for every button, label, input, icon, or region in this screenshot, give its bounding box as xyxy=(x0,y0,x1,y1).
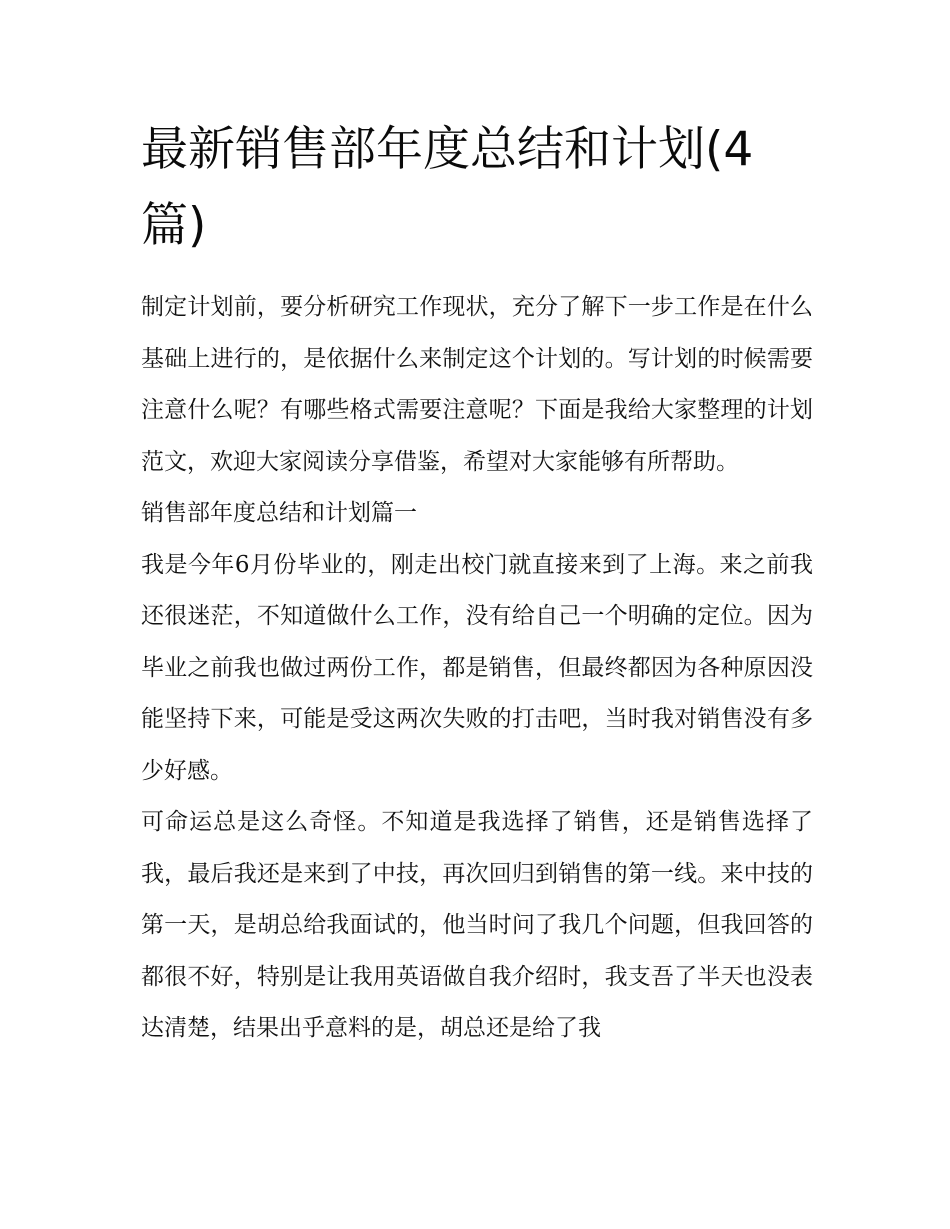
body-paragraph-2: 可命运总是这么奇怪。不知道是我选择了销售，还是销售选择了我，最后我还是来到了中技，再次回归到销售的第一线。来中技的第一天，是胡总给我面试的，他当时问了我几个问题，但我回答的都很不好，特别是让我用英语做自我介绍时，我支吾了半天也没表达清楚，结果出乎意料的是，胡总还是给了我 xyxy=(141,809,813,1041)
document-body xyxy=(141,112,813,1055)
body-paragraph-1: 我是今年6月份毕业的，刚走出校门就直接来到了上海。来之前我还很迷茫，不知道做什么工作，没有给自己一个明确的定位。因为毕业之前我也做过两份工作，都是销售，但最终都因为各种原因没能坚持下来，可能是受这两次失败的打击吧，当时我对销售没有多少好感。 xyxy=(141,551,813,784)
intro-paragraph: 制定计划前，要分析研究工作现状，充分了解下一步工作是在什么基础上进行的，是依据什么来制定这个计划的。写计划的时候需要注意什么呢？有哪些格式需要注意呢？下面是我给大家整理的计划范文，欢迎大家阅读分享借鉴，希望对大家能够有所帮助。 xyxy=(141,294,813,475)
document-title: 最新销售部年度总结和计划(4篇) xyxy=(141,122,754,253)
section-heading: 销售部年度总结和计划篇一 xyxy=(141,500,417,526)
